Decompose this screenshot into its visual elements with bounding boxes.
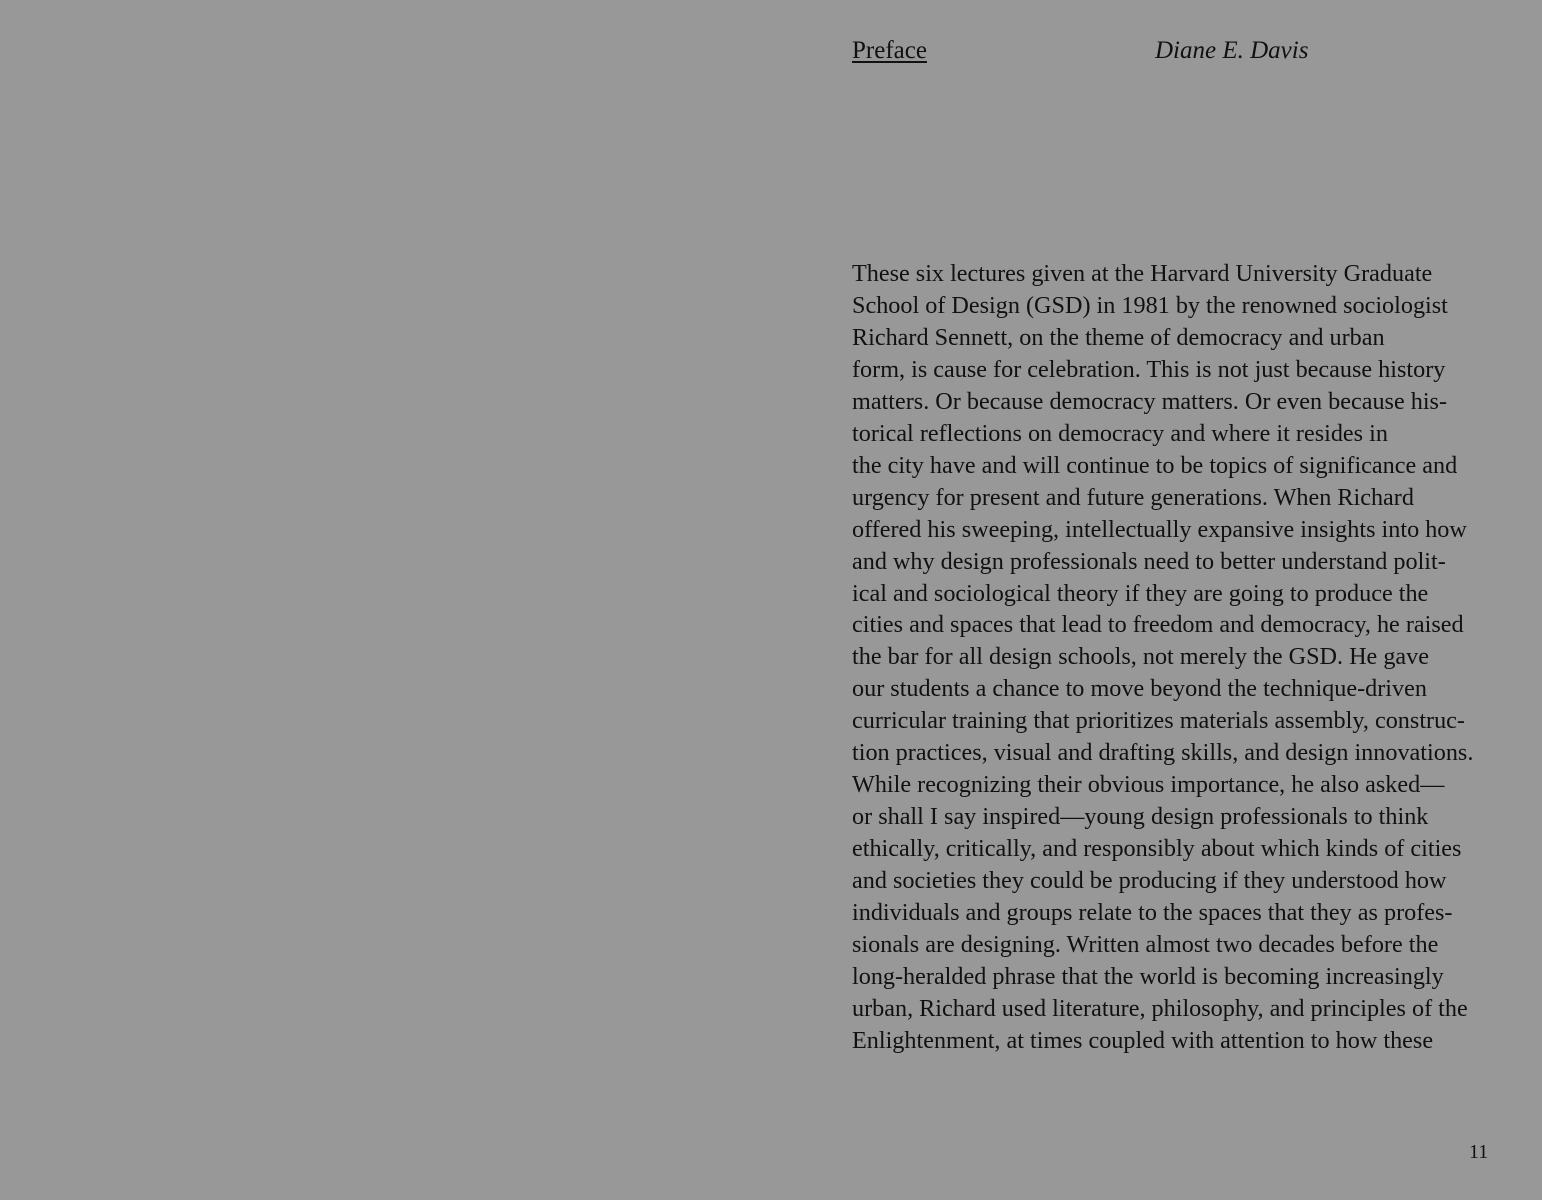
body-line: offered his sweeping, intellectually expansive insights into how — [852, 515, 1467, 543]
body-line: ethically, critically, and responsibly about which kinds of cities — [852, 835, 1462, 863]
body-line: School of Design (GSD) in 1981 by the renowned sociologist — [852, 291, 1448, 319]
body-line: urban, Richard used literature, philosophy, and principles of the — [852, 994, 1468, 1022]
body-line: long-heralded phrase that the world is becoming increasingly — [852, 962, 1444, 990]
body-line: Richard Sennett, on the theme of democracy and urban — [852, 323, 1385, 351]
body-line: curricular training that prioritizes materials assembly, construc- — [852, 707, 1465, 735]
body-line: While recognizing their obvious importance, he also asked— — [852, 771, 1445, 799]
right-page — [771, 0, 1542, 1200]
body-line: urgency for present and future generations. When Richard — [852, 483, 1414, 511]
body-line: and societies they could be producing if they understood how — [852, 867, 1447, 895]
body-line: or shall I say inspired—young design professionals to think — [852, 803, 1429, 831]
body-line: ical and sociological theory if they are going to produce the — [852, 579, 1429, 607]
body-line: and why design professionals need to better understand polit- — [852, 547, 1446, 575]
body-line: the bar for all design schools, not merely the GSD. He gave — [852, 643, 1429, 671]
body-line: cities and spaces that lead to freedom and democracy, he raised — [852, 611, 1464, 639]
body-text — [852, 258, 1492, 1057]
body-line: sionals are designing. Written almost two decades before the — [852, 931, 1439, 959]
body-line: the city have and will continue to be topics of significance and — [852, 451, 1458, 479]
section-title: Preface — [852, 37, 927, 64]
body-line: tion practices, visual and drafting skills, and design innovations. — [852, 739, 1474, 767]
page-number: 11 — [1469, 1141, 1489, 1163]
body-line: our students a chance to move beyond the technique-driven — [852, 675, 1427, 703]
body-line: These six lectures given at the Harvard University Graduate — [852, 260, 1433, 287]
body-line: matters. Or because democracy matters. Or even because his- — [852, 387, 1448, 415]
body-line: torical reflections on democracy and where it resides in — [852, 419, 1388, 447]
body-line: Enlightenment, at times coupled with attention to how these — [852, 1026, 1434, 1054]
author-name: Diane E. Davis — [1155, 37, 1309, 64]
body-line: form, is cause for celebration. This is not just because history — [852, 355, 1446, 383]
body-line: individuals and groups relate to the spaces that they as profes- — [852, 899, 1453, 927]
